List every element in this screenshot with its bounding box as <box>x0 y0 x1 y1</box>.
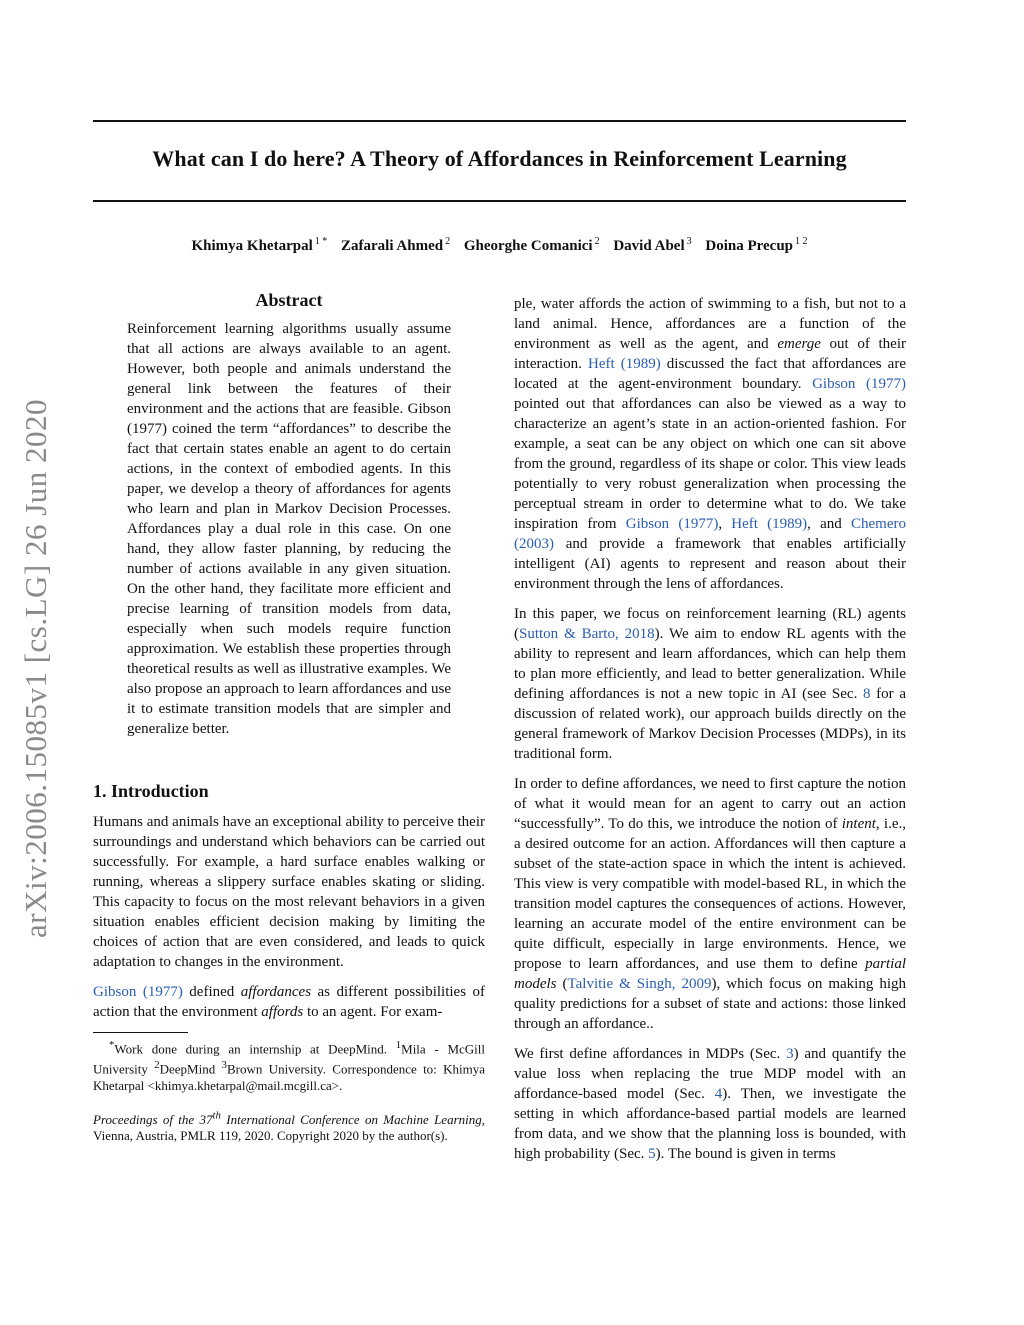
top-rule <box>93 120 906 122</box>
section-link[interactable]: 5 <box>648 1146 656 1162</box>
author: Zafarali Ahmed $^2$ <box>341 236 451 254</box>
abstract-text: Reinforcement learning algorithms usually assume that all actions are always available to an agent. However, both people and animals understand the general link between the features of their environment and the actions that are feasible. Gibson (1977) coined the term “affordances” to describe the fact that certain states enable an agent to do certain actions, in the context of embodied agents. In this paper, we develop a theory of affordances for agents who learn and plan in Markov Decision Processes. Affordances play a dual role in this case. On one hand, they allow faster planning, by reducing the number of actions available in any given situation. On the other hand, they facilitate more efficient and precise learning of transition models from data, especially when such models require function approximation. We establish these properties through theoretical results as well as illustrative examples. We also propose an approach to learn affordances and use it to estimate transition models that are simpler and generalize better. <box>127 321 451 737</box>
author: David Abel $^3$ <box>613 236 692 254</box>
intro-paragraph-2: Gibson (1977) defined affordances as different possibilities of action that the environment affords to an agent. For exam- <box>93 984 486 1020</box>
paragraph: We first define affordances in MDPs (Sec. 3) and quantify the value loss when replacing the true MDP model with an affordance-based model (Sec. 4). Then, we investigate the setting in which affordance-based partial models are learned from data, and we show that the planning loss is bounded, with high probability (Sec. 5). The bound is given in terms <box>514 1046 907 1162</box>
citation-link[interactable]: Gibson (1977) <box>625 516 719 532</box>
bottom-rule <box>93 200 906 202</box>
arxiv-identifier: arXiv:2006.15085v1 [cs.LG] 26 Jun 2020 <box>18 398 53 938</box>
author: Gheorghe Comanici $^2$ <box>463 236 600 254</box>
author: Khimya Khetarpal $^{1 *}$ <box>191 236 328 254</box>
citation-link[interactable]: Chemero (2003) <box>514 516 906 552</box>
citation-link[interactable]: Sutton & Barto, 2018 <box>519 626 655 642</box>
citation-link[interactable]: Gibson (1977) <box>812 376 907 392</box>
footnote-divider <box>93 1032 188 1033</box>
paragraph: In order to define affordances, we need to first capture the notion of what it would mean for an agent to carry out an action “successfully”. To do this, we introduce the notion of intent, i.e., a desired outcome for an action. Affordances will then capture a subset of the state-action space in which the intent is achieved. This view is very compatible with model-based RL, in which the transition model captures the consequences of actions. However, learning an accurate model of the entire environment can be quite difficult, especially in large environments. Hence, we propose to learn affordances, and use them to define partial models (Talvitie & Singh, 2009), which focus on making high quality predictions for a subset of state and actions: those linked through an affordance.. <box>514 776 907 1032</box>
abstract-heading: Abstract <box>255 290 323 310</box>
author: Doina Precup $^{1 2}$ <box>705 236 808 254</box>
paper-title: What can I do here? A Theory of Affordances in Reinforcement Learning <box>152 146 847 171</box>
proceedings-notice: Proceedings of the 37th International Conference on Machine Learning, Vienna, Austria, PMLR 119, 2020. Copyright 2020 by the author(s). <box>93 1109 485 1143</box>
citation-link[interactable]: Gibson (1977) <box>93 984 183 1000</box>
paragraph: In this paper, we focus on reinforcement learning (RL) agents (Sutton & Barto, 2018). We aim to endow RL agents with the ability to represent and learn affordances, which can help them to plan more efficiently, and lead to better generalization. While defining affordances is not a new topic in AI (see Sec. 8 for a discussion of related work), our approach builds directly on the general framework of Markov Decision Processes (MDPs), in its traditional form. <box>514 606 906 762</box>
section-link[interactable]: 8 <box>863 686 871 702</box>
section-link[interactable]: 4 <box>714 1086 723 1102</box>
section-link[interactable]: 3 <box>786 1046 794 1062</box>
citation-link[interactable]: Talvitie & Singh, 2009 <box>567 976 712 992</box>
paragraph: ple, water affords the action of swimming to a fish, but not to a land animal. Hence, affordances are a function of the environment as well as the agent, and emerge out of their interaction. Heft (1989) discussed the fact that affordances are located at the agent-environment boundary. Gibson (1977) pointed out that affordances can also be viewed as a way to characterize an agent’s state in an action-oriented fashion. For example, a seat can be any object on which one can sit above from the ground, regardless of its shape or color. This view leads potentially to very robust generalization when processing the perceptual stream in order to determine what to do. We take inspiration from Gibson (1977), Heft (1989), and Chemero (2003) and provide a framework that enables artificially intelligent (AI) agents to represent and reason about their environment through the lens of affordances. <box>514 296 907 592</box>
intro-paragraph-1: Humans and animals have an exceptional ability to perceive their surroundings and understand which behaviors can be carried out successfully. For example, a hard surface enables walking or running, whereas a slippery surface enables skating or sliding. This capacity to focus on the most relevant behaviors in a given situation enables efficient decision making by limiting the choices of action that are even considered, and leads to quick adaptation to changes in the environment. <box>93 814 485 970</box>
citation-link[interactable]: Heft (1989) <box>587 356 661 372</box>
left-column <box>93 290 485 1144</box>
section-heading-introduction: 1. Introduction <box>93 781 209 801</box>
footnote: *Work done during an internship at DeepMind. $^1$Mila - McGill University $^2$DeepMind $^3$Brown University. Correspondence to: Khimya Khetarpal <khimya.khetarpal@mail.mcgill.ca>. <box>93 1039 486 1093</box>
author-list <box>93 236 906 255</box>
citation-link[interactable]: Heft (1989) <box>731 516 808 532</box>
right-column <box>514 294 906 1174</box>
